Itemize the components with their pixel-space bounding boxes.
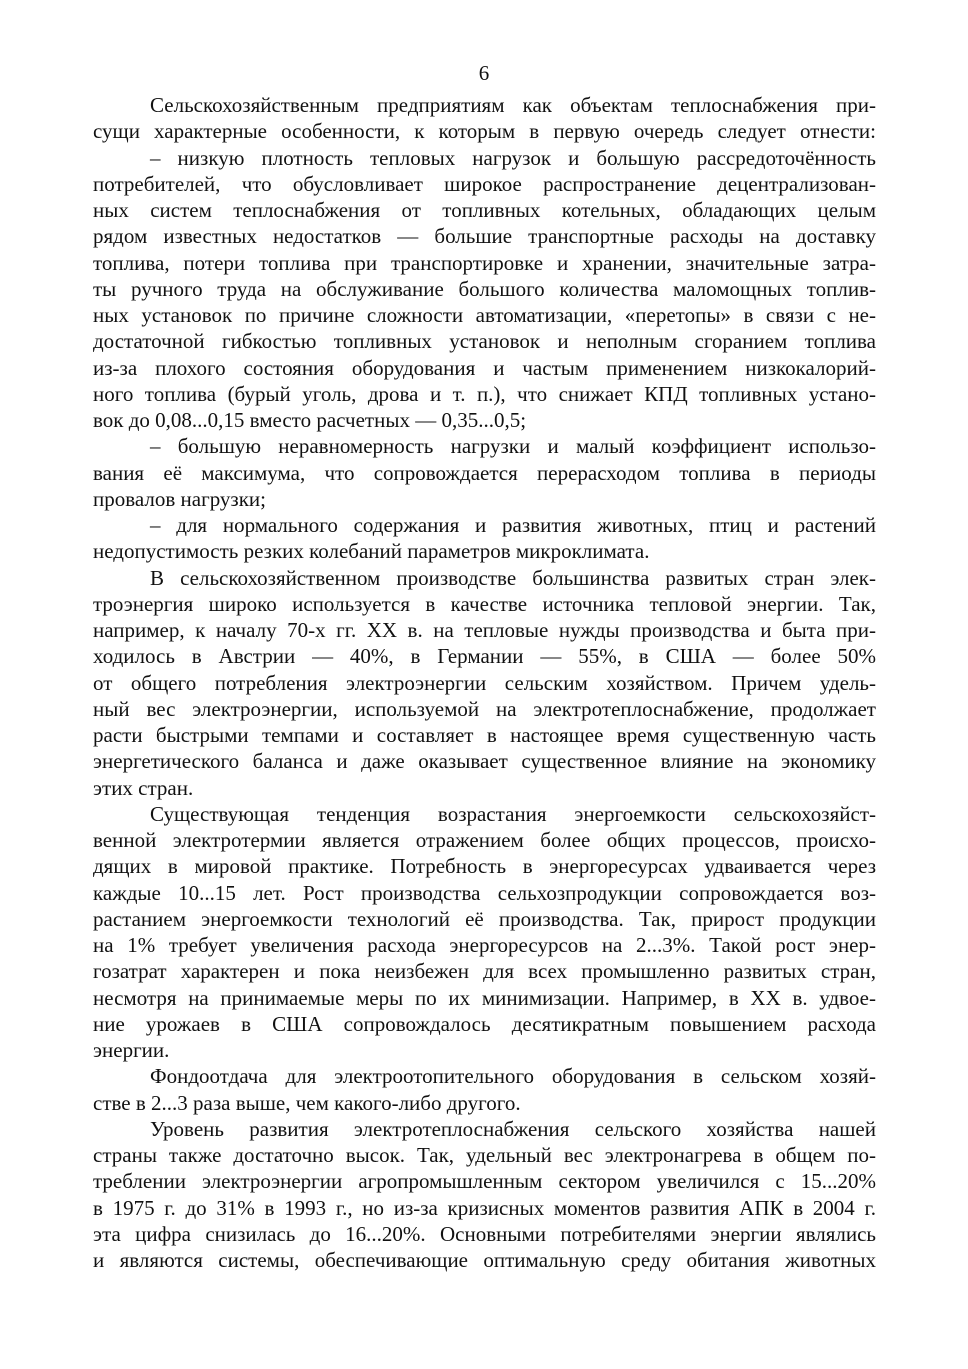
text-line: – большую неравномерность нагрузки и малый коэффициент использо- xyxy=(150,434,876,459)
text-line: Фондоотдача для электроотопительного оборудования в сельском хозяй- xyxy=(150,1064,876,1089)
text-line: ты ручного труда на обслуживание большого количества маломощных топлив- xyxy=(93,276,876,301)
text-line: недопустимость резких колебаний параметров микроклимата. xyxy=(93,539,650,564)
text-line: сущи характерные особенности, к которым в первую очередь следует отнести: xyxy=(93,119,876,144)
text-line: стве в 2...3 раза выше, чем какого-либо другого. xyxy=(93,1090,521,1115)
text-line: гозатрат характерен и пока неизбежен для всех промышленно развитых стран, xyxy=(93,959,876,984)
text-line: из-за плохого состояния оборудования и частым применением низкокалорий- xyxy=(93,355,876,380)
text-line: В сельскохозяйственном производстве большинства развитых стран элек- xyxy=(150,565,876,590)
text-line: энергии. xyxy=(93,1038,170,1062)
text-line: – низкую плотность тепловых нагрузок и большую рассредоточённость xyxy=(150,145,876,170)
text-line: провалов нагрузки; xyxy=(93,486,266,511)
text-line: вания её максимума, что сопровождается перерасходом топлива в периоды xyxy=(93,460,876,485)
text-line: треблении электроэнергии агропромышленным сектором увеличился с 15...20% xyxy=(93,1169,876,1194)
text-line: растанием энергоемкости технологий её производства. Так, прирост продукции xyxy=(93,906,876,931)
text-line: этих стран. xyxy=(93,775,194,800)
text-line: дящих в мировой практике. Потребность в энергоресурсах удваивается через xyxy=(93,854,876,879)
text-line: потребителей, что обусловливает широкое распространение децентрализован- xyxy=(93,171,876,196)
text-line: рядом известных недостатков — большие транспортные расходы на доставку xyxy=(93,224,876,249)
text-line: ных систем теплоснабжения от топливных котельных, обладающих целым xyxy=(93,198,876,222)
text-line: – для нормального содержания и развития животных, птиц и растений xyxy=(150,513,876,537)
text-line: в 1975 г. до 31% в 1993 г., но из-за кризисных моментов развития АПК в 2004 г. xyxy=(93,1195,876,1220)
text-line: и являются системы, обеспечивающие оптимальную среду обитания животных xyxy=(93,1248,876,1272)
text-line: троэнергия широко используется в качестве источника тепловой энергии. Так, xyxy=(93,591,876,616)
text-line: от общего потребления электроэнергии сельским хозяйством. Причем удель- xyxy=(93,670,876,695)
text-line: каждые 10...15 лет. Рост производства сельхозпродукции сопровождается воз- xyxy=(93,880,876,905)
text-line: топлива, потери топлива при транспортировке и хранении, значительные затра- xyxy=(93,250,876,275)
page-number: 6 xyxy=(478,61,490,85)
text-line: расти быстрыми темпами и составляет в настоящее время существенную часть xyxy=(93,723,876,747)
text-line: вок до 0,08...0,15 вместо расчетных — 0,35...0,5; xyxy=(93,408,527,432)
text-line: ходилось в Австрии — 40%, в Германии — 55%, в США — более 50% xyxy=(93,644,876,669)
text-line: Существующая тенденция возрастания энергоемкости сельскохозяйст- xyxy=(150,801,876,826)
text-line: Сельскохозяйственным предприятиям как объектам теплоснабжения при- xyxy=(150,93,876,117)
text-line: Уровень развития электротеплоснабжения сельского хозяйства нашей xyxy=(150,1116,876,1141)
text-line: достаточной гибкостью топливных установок и неполным сгоранием топлива xyxy=(93,329,876,354)
text-line: эта цифра снизилась до 16...20%. Основными потребителями энергии являлись xyxy=(93,1221,876,1246)
text-line: ный вес электроэнергии, используемой на электротеплоснабжение, продолжает xyxy=(93,696,876,721)
text-line: венной электротермии является отражением более общих процессов, происхо- xyxy=(93,828,876,852)
text-line: энергетического баланса и даже оказывает существенное влияние на экономику xyxy=(93,749,876,774)
document-body xyxy=(93,92,876,1273)
text-line: на 1% требует увеличения расхода энергоресурсов на 2...3%. Такой рост энер- xyxy=(93,933,876,957)
text-line: ного топлива (бурый уголь, дрова и т. п.), что снижает КПД топливных устано- xyxy=(93,381,876,406)
text-line: несмотря на принимаемые меры по их минимизации. Например, в XX в. удвое- xyxy=(93,985,876,1010)
text-line: страны также достаточно высок. Так, удельный вес электронагрева в общем по- xyxy=(93,1143,876,1167)
text-line: ных установок по причине сложности автоматизации, «перетопы» в связи с не- xyxy=(93,303,876,327)
text-line: например, к началу 70-х гг. XX в. на тепловые нужды производства и быта при- xyxy=(93,618,876,642)
text-line: ние урожаев в США сопровождалось десятикратным повышением расхода xyxy=(93,1011,876,1036)
